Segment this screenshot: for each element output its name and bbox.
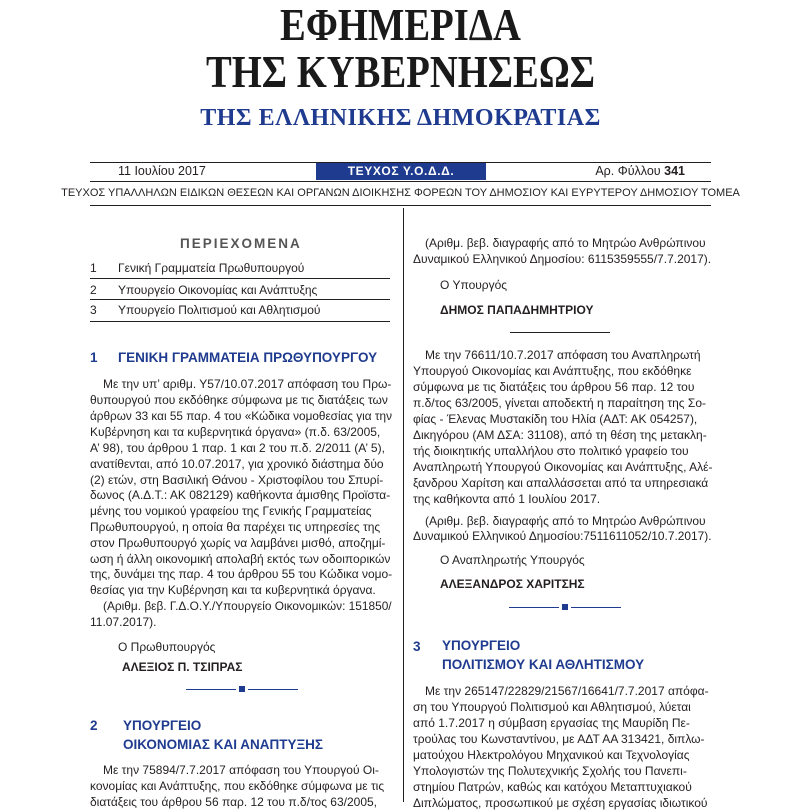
signer-name: ΑΛΕΞΙΟΣ Π. ΤΣΙΠΡΑΣ	[122, 660, 243, 674]
toc-heading: ΠΕΡΙΕΧΟΜΕΝΑ	[180, 236, 302, 251]
republic-title: ΤΗΣ ΕΛΛΗΝΙΚΗΣ ΔΗΜΟΚΡΑΤΙΑΣ	[200, 105, 601, 131]
toc-item-number: 2	[90, 283, 97, 297]
signer-title: Ο Αναπληρωτής Υπουργός	[440, 553, 585, 567]
paragraph-line: Διπλώματος, προσωπικού με σχέση εργασίας ιδιωτικού	[413, 796, 708, 810]
paragraph-line: μένης του νομικού γραφείου της Γενικής Γραμματείας	[90, 504, 372, 518]
toc-separator	[90, 278, 390, 279]
issue-sheet-number	[595, 164, 685, 178]
toc-item-number: 3	[90, 303, 97, 317]
section-title-line1: ΥΠΟΥΡΓΕΙΟ	[442, 638, 521, 653]
reference-line: (Αριθμ. βεβ. διαγραφής από το Μητρώο Ανθρώπινου	[425, 514, 706, 528]
paragraph-line: τής διοικητικής υπαλλήλου στο πολιτικό γραφείο του	[413, 444, 689, 458]
paragraph-line: κονομίας και Ανάπτυξης, που εκδόθηκε σύμφωνα με τις	[90, 779, 385, 793]
paragraph-line: ση του Υπουργού Πολιτισμού και Αθλητισμού, λύεται	[413, 700, 691, 714]
section-title: ΓΕΝΙΚΗ ΓΡΑΜΜΑΤΕΙΑ ΠΡΩΘΥΠΟΥΡΓΟΥ	[118, 350, 378, 365]
section-number: 3	[413, 639, 421, 654]
paragraph-line: θεσίας για την Κυβέρνηση και τα κυβερνητικά όργανα.	[90, 583, 376, 597]
issue-date: 11 Ιουλίου 2017	[118, 164, 206, 178]
section-title-line2: ΠΟΛΙΤΙΣΜΟΥ ΚΑΙ ΑΘΛΗΤΙΣΜΟΥ	[442, 657, 645, 672]
toc-bottom-rule	[90, 321, 390, 322]
paragraph-line: από 1.7.2017 η σύμβαση εργασίας της Μαυρίδη Πε-	[413, 716, 690, 730]
paragraph-line: της, δυνάμει της παρ. 4 του άρθρου 55 του Κώδικα νομο-	[90, 567, 393, 581]
section-divider-line	[186, 689, 236, 690]
signer-title: Ο Πρωθυπουργός	[118, 640, 216, 654]
paragraph-line: Αναπληρωτή Υπουργού Οικονομίας και Ανάπτυξης, Αλέ-	[413, 460, 713, 474]
signer-title: Ο Υπουργός	[440, 278, 508, 292]
reference-line: (Αριθμ. βεβ. διαγραφής από το Μητρώο Ανθρώπινου	[425, 236, 706, 250]
issue-sheet-value: 341	[664, 164, 685, 178]
paragraph-line: Υπολογιστών της Πολυτεχνικής Σχολής του Πανεπι-	[413, 764, 687, 778]
paragraph-line: θυπουργού που εκδόθηκε σύμφωνα με τις διατάξεις των	[90, 393, 388, 407]
paragraph-line: στον Πρωθυπουργό χωρίς να λαμβάνει μισθό, αποζημί-	[90, 536, 386, 550]
paragraph-line: ωση ή άλλη οικονομική απολαβή εκτός των οδοιπορικών	[90, 552, 391, 566]
paragraph-line: Με την 75894/7.7.2017 απόφαση του Υπουργού Οι-	[103, 763, 379, 777]
masthead-subtitle: ΤΗΣ ΚΥΒΕΡΝΗΣΕΩΣ	[205, 46, 596, 97]
paragraph-line: 11.07.2017).	[90, 615, 157, 629]
paragraph-line: π.δ/τος 63/2005, γίνεται αποδεκτή η παραίτηση της Σο-	[413, 396, 706, 410]
paragraph-line: Υπουργού Οικονομίας και Ανάπτυξης, που εκδόθηκε	[413, 364, 692, 378]
section-number: 1	[90, 350, 98, 365]
paragraph-line: τρούλας του Κωνσταντίνου, με ΑΔΤ ΑΑ 313421, διπλω-	[413, 732, 705, 746]
paragraph-line: Με την 265147/22829/21567/16641/7.7.2017 απόφα-	[425, 684, 709, 698]
section-title-line1: ΥΠΟΥΡΓΕΙΟ	[123, 718, 202, 733]
paragraph-line: Α’ 98), του άρθρου 1 παρ. 1 και 2 του π.δ. 2/2011 (Α’ 5),	[90, 441, 385, 455]
section-divider-line	[571, 607, 621, 608]
section-title-line2: ΟΙΚΟΝΟΜΙΑΣ ΚΑΙ ΑΝΑΠΤΥΞΗΣ	[123, 737, 324, 752]
paragraph-line: (2) ετών, στη Βασιλική Θάνου - Χριστοφίλου του Σπυρί-	[90, 473, 384, 487]
issue-bar-bottom-rule	[90, 181, 711, 182]
toc-item-number: 1	[90, 261, 97, 275]
paragraph-line: διατάξεις του άρθρου 56 παρ. 12 του π.δ/τος 63/2005,	[90, 795, 378, 809]
paragraph-line: στημίου Πατρών, καθώς και κατόχου Μεταπτυχιακού	[413, 780, 692, 794]
paragraph-line: Δικηγόρου (ΑΜ ΔΣΑ: 31108), από τη θέση της μετακλη-	[413, 428, 707, 442]
issue-type-badge: ΤΕΥΧΟΣ Υ.Ο.Δ.Δ.	[316, 163, 486, 180]
toc-separator	[90, 299, 390, 300]
issue-subtitle: ΤΕΥΧΟΣ ΥΠΑΛΛΗΛΩΝ ΕΙΔΙΚΩΝ ΘΕΣΕΩΝ ΚΑΙ ΟΡΓΑΝΩΝ ΔΙΟΙΚΗΣΗΣ ΦΟΡΕΩΝ ΤΟΥ ΔΗΜΟΣΙΟΥ ΚΑΙ ΕΥΡΥΤΕΡΟΥ ΔΗΜΟΣΙΟΥ ΤΟΜΕΑ	[61, 187, 740, 199]
paragraph-line: φίας - Έλενας Μυστακίδη του Ηλία (ΑΔΤ: ΑΚ 054257),	[413, 412, 698, 426]
toc-item-title: Υπουργείο Πολιτισμού και Αθλητισμού	[118, 303, 321, 317]
column-divider	[403, 208, 404, 802]
paragraph-line: ματούχου Ηλεκτρολόγου Μηχανικού και Τεχνολογίας	[413, 748, 690, 762]
paragraph-line: σύμφωνα με τις διατάξεις του άρθρου 56 παρ. 12 του	[413, 380, 695, 394]
paragraph-line: άρθρων 33 και 55 παρ. 4 του «Κώδικα νομοθεσίας για την	[90, 409, 392, 423]
paragraph-line: ανατίθενται, από 10.07.2017, για χρονικό διάστημα δύο	[90, 457, 384, 471]
paragraph-line: Με την 76611/10.7.2017 απόφαση του Αναπληρωτή	[425, 348, 701, 362]
paragraph-line: (Αριθμ. βεβ. Γ.Δ.Ο.Υ./Υπουργείο Οικονομικών: 151850/	[103, 599, 392, 613]
signature-separator	[510, 332, 610, 333]
paragraph-line: Κυβέρνηση και τα κυβερνητικά όργανα» (π.δ. 63/2005,	[90, 425, 381, 439]
section-number: 2	[90, 718, 98, 733]
paragraph-line: ξανδρου Χαρίτση και απαλλάσσεται από τα υπηρεσιακά	[413, 476, 709, 490]
section-divider-line	[248, 689, 298, 690]
section-divider-square-icon	[239, 686, 245, 692]
section-divider-line	[509, 607, 559, 608]
section-divider-square-icon	[562, 604, 568, 610]
issue-sheet-label: Αρ. Φύλλου	[595, 164, 661, 178]
paragraph-line: δωνος (Α.Δ.Τ.: ΑΚ 082129) καθήκοντα άμισθης Προϊστα-	[90, 488, 391, 502]
paragraph-line: της καθήκοντα από 1 Ιουλίου 2017.	[413, 492, 601, 506]
header-bottom-rule	[90, 205, 711, 206]
toc-item-title: Γενική Γραμματεία Πρωθυπουργού	[118, 261, 305, 275]
toc-item-title: Υπουργείο Οικονομίας και Ανάπτυξης	[118, 283, 318, 297]
paragraph-line: Πρωθυπουργού, η οποία θα παρέχει τις υπηρεσίες της	[90, 520, 381, 534]
reference-line: Δυναμικού Ελληνικού Δημοσίου:7511611052/10.7.2017).	[413, 529, 712, 543]
signer-name: ΑΛΕΞΑΝΔΡΟΣ ΧΑΡΙΤΣΗΣ	[440, 577, 585, 591]
signer-name: ΔΗΜΟΣ ΠΑΠΑΔΗΜΗΤΡΙΟΥ	[440, 303, 594, 317]
reference-line: Δυναμικού Ελληνικού Δημοσίου: 6115359555/7.7.2017).	[413, 252, 712, 266]
masthead-title: ΕΦΗΜΕΡΙΔΑ	[280, 0, 521, 50]
paragraph-line: Με την υπ’ αριθμ. Υ57/10.07.2017 απόφαση του Πρω-	[103, 377, 392, 391]
